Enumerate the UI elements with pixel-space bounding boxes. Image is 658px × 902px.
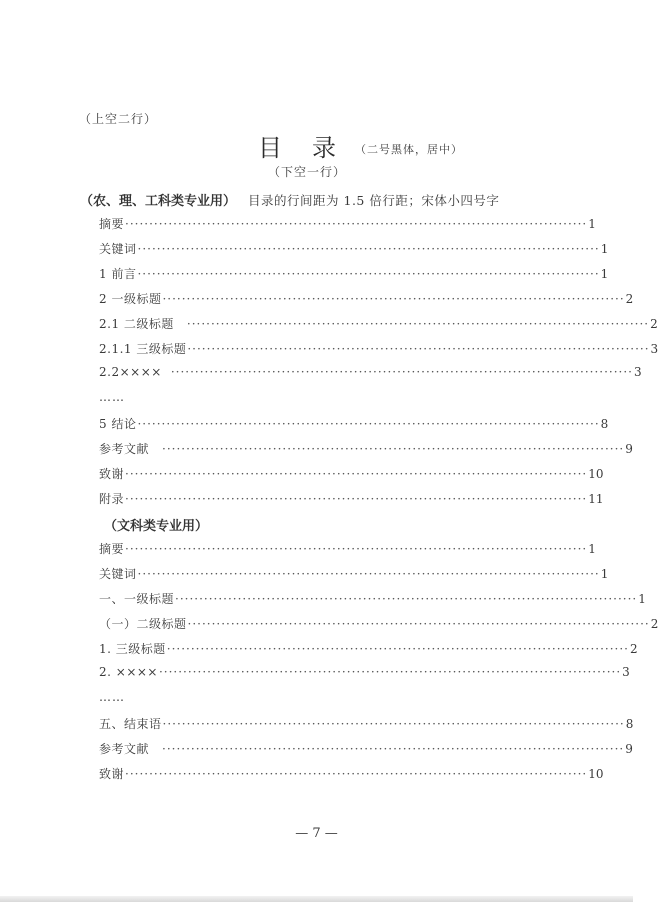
toc-leader-dots: ································································································ <box>158 665 622 679</box>
toc-entry-label: 致谢 <box>99 767 125 781</box>
toc-leader-dots: ································································································ <box>162 717 625 731</box>
section-1-header <box>80 190 499 209</box>
toc-entry <box>99 340 658 360</box>
toc-entry <box>99 540 596 560</box>
toc-ellipsis: …… <box>99 390 125 404</box>
toc-entry-page: 1 <box>600 242 609 256</box>
toc-entry-page: 1 <box>600 567 609 581</box>
toc-entry <box>99 715 634 735</box>
toc-leader-dots: ································································································ <box>137 242 600 256</box>
toc-leader-dots: ································································································ <box>166 642 629 656</box>
toc-entry <box>99 590 646 610</box>
toc-entry-label: 5 结论 <box>99 417 137 431</box>
toc-entry-label: 参考文献 <box>99 742 150 756</box>
toc-entry-page: 3 <box>622 665 630 679</box>
toc-entry-page: 11 <box>588 492 604 506</box>
toc-leader-dots: ································································································ <box>186 317 650 331</box>
toc-entry-page: 1 <box>588 217 596 231</box>
toc-entry-page: 3 <box>650 342 658 356</box>
toc-entry-label: 关键词 <box>99 567 137 581</box>
toc-leader-dots: ································································································ <box>137 267 600 281</box>
toc-entry-page: 3 <box>634 365 642 379</box>
toc-leader-dots: ································································································ <box>125 542 588 556</box>
toc-entry-page: 1 <box>588 542 596 556</box>
toc-entry <box>99 465 604 485</box>
toc-entry-label: 摘要 <box>99 542 125 556</box>
toc-entry-page: 9 <box>625 742 633 756</box>
toc-leader-dots: ································································································ <box>125 217 588 231</box>
toc-entry-page: 8 <box>625 717 634 731</box>
toc-entry-label: 关键词 <box>99 242 137 256</box>
toc-entry-label: 一、一级标题 <box>99 592 175 606</box>
toc-entry-page: 10 <box>588 767 604 781</box>
toc-entry-page: 8 <box>600 417 609 431</box>
toc-entry-page: 2 <box>625 292 634 306</box>
toc-entry-label: 附录 <box>99 492 125 506</box>
toc-entry-label: 2 一级标题 <box>99 292 162 306</box>
toc-entry-label: 1 前言 <box>99 267 137 281</box>
toc-leader-dots: ································································································ <box>125 467 588 481</box>
title-row <box>0 128 633 162</box>
toc-entry-page: 1 <box>600 267 609 281</box>
toc-entry-page: 9 <box>625 442 633 456</box>
toc-leader-dots: ································································································ <box>162 742 625 756</box>
title-format-note: （二号黑体，居中） <box>355 143 463 156</box>
toc-leader-dots: ································································································ <box>187 342 650 356</box>
toc-leader-dots: ································································································ <box>187 617 650 631</box>
page-bottom-edge <box>0 896 633 902</box>
toc-entry-label: 参考文献 <box>99 442 150 456</box>
section-2-header <box>104 515 220 534</box>
toc-entry <box>99 640 638 660</box>
toc-entry-page: 10 <box>588 467 604 481</box>
toc-entry-label: （一）二级标题 <box>99 617 187 631</box>
page-number: — 7 — <box>295 826 338 841</box>
toc-leader-dots: ································································································ <box>125 767 588 781</box>
toc-entry <box>99 615 658 635</box>
toc-entry <box>99 490 604 510</box>
toc-entry <box>99 365 642 385</box>
toc-entry <box>99 765 604 785</box>
toc-entry-label: 致谢 <box>99 467 125 481</box>
toc-entry-label: 五、结束语 <box>99 717 162 731</box>
toc-entry-label: 2.2×××× <box>99 365 162 379</box>
page-title: 目录 <box>258 134 366 162</box>
toc-entry <box>99 240 609 260</box>
toc-leader-dots: ································································································ <box>125 492 588 506</box>
toc-leader-dots: ································································································ <box>175 592 638 606</box>
toc-leader-dots: ································································································ <box>162 292 625 306</box>
toc-leader-dots: ································································································ <box>137 567 600 581</box>
note-top: （上空二行） <box>79 112 158 126</box>
toc-entry <box>99 290 634 310</box>
toc-entry <box>99 415 609 435</box>
toc-entry-label: 摘要 <box>99 217 125 231</box>
toc-leader-dots: ································································································ <box>137 417 600 431</box>
toc-entry-label: 1. 三级标题 <box>99 642 166 656</box>
toc-entry-label: 2.1.1 三级标题 <box>99 342 187 356</box>
toc-entry <box>99 665 630 685</box>
toc-ellipsis: …… <box>99 690 125 704</box>
toc-entry <box>99 440 633 460</box>
toc-entry <box>99 265 609 285</box>
toc-leader-dots: ································································································ <box>170 365 633 379</box>
toc-entry <box>99 215 596 235</box>
note-below: （下空一行） <box>268 165 347 179</box>
toc-entry <box>99 315 658 335</box>
section-1-description: 目录的行间距为 1.5 倍行距；宋体小四号字 <box>248 193 500 208</box>
toc-leader-dots: ································································································ <box>162 442 625 456</box>
section-2-heading: （文科类专业用） <box>104 519 209 534</box>
section-1-heading: （农、理、工科类专业用） <box>80 194 237 209</box>
toc-entry-page: 1 <box>638 592 646 606</box>
toc-entry <box>99 565 609 585</box>
toc-entry <box>99 740 633 760</box>
toc-entry-label: 2.1 二级标题 <box>99 317 174 331</box>
toc-entry-page: 2 <box>650 317 658 331</box>
toc-entry-page: 2 <box>629 642 638 656</box>
toc-entry-label: 2. ×××× <box>99 665 158 679</box>
toc-entry-page: 2 <box>650 617 658 631</box>
